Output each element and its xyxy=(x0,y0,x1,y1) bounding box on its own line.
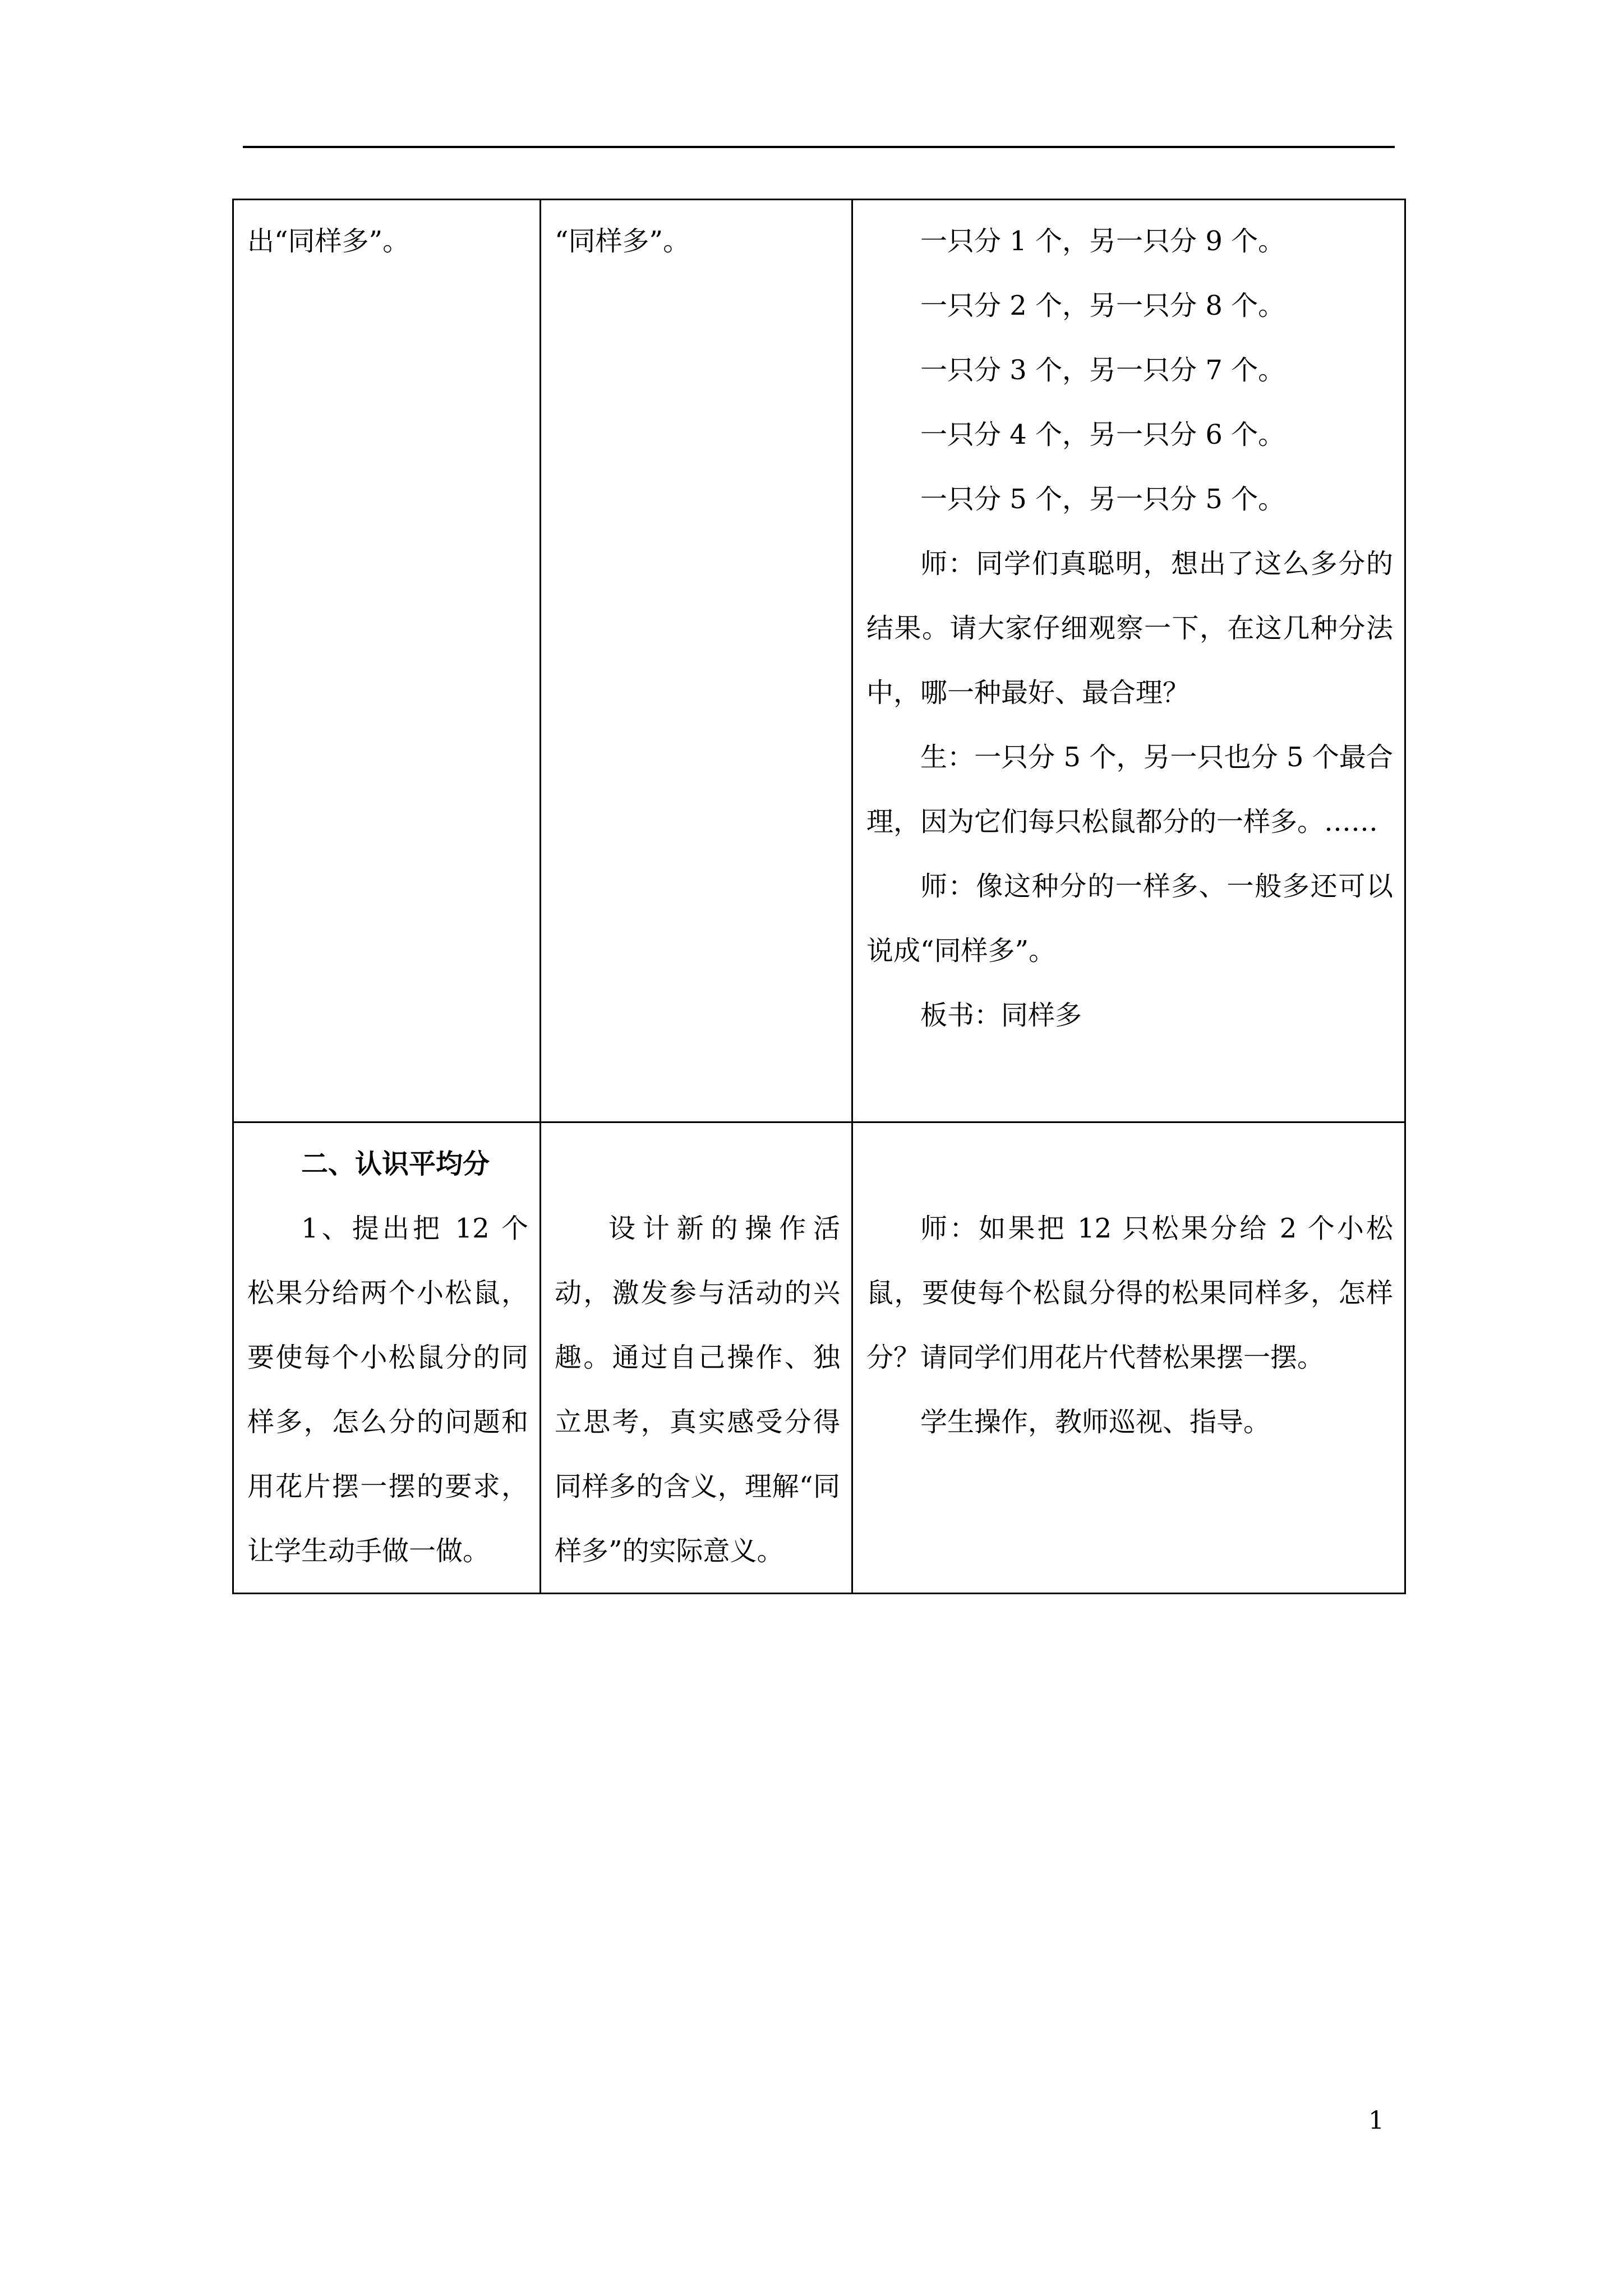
table-row xyxy=(233,200,1405,1122)
page-number: 1 xyxy=(1368,2106,1384,2135)
paragraph: 师：像这种分的一样多、一般多还可以说成“同样多”。 xyxy=(866,871,1393,967)
paragraph: 师：如果把 12 只松果分给 2 个小松鼠，要使每个松鼠分得的松果同样多，怎样分？请同学们用花片代替松果摆一摆。 xyxy=(866,1213,1393,1373)
table-cell xyxy=(541,1122,852,1594)
paragraph: 设计新的操作活动，激发参与活动的兴趣。通过自己操作、独立思考，真实感受分得同样多的含义，理解“同样多”的实际意义。 xyxy=(555,1213,840,1567)
table-cell xyxy=(233,1122,541,1594)
paragraph: 一只分 5 个，另一只分 5 个。 xyxy=(920,484,1285,515)
paragraph: 学生操作，教师巡视、指导。 xyxy=(920,1406,1271,1438)
table-cell xyxy=(852,200,1405,1122)
paragraph: 师：同学们真聪明，想出了这么多分的结果。请大家仔细观察一下，在这几种分法中，哪一种最好、最合理？ xyxy=(866,548,1393,708)
section-heading: 二、认识平均分 xyxy=(301,1148,490,1180)
header-rule xyxy=(243,146,1395,148)
table-row xyxy=(233,1122,1405,1594)
table-cell xyxy=(852,1122,1405,1594)
paragraph: 一只分 1 个，另一只分 9 个。 xyxy=(920,226,1285,257)
paragraph: 一只分 2 个，另一只分 8 个。 xyxy=(920,290,1285,321)
cell-text: 出“同样多”。 xyxy=(247,226,410,257)
paragraph: 1、提出把 12 个松果分给两个小松鼠，要使每个小松鼠分的同样多，怎么分的问题和用花片摆一摆的要求，让学生动手做一做。 xyxy=(247,1213,528,1567)
paragraph: 板书：同样多 xyxy=(920,1000,1082,1031)
paragraph: 生：一只分 5 个，另一只也分 5 个最合理，因为它们每只松鼠都分的一样多。…… xyxy=(866,742,1393,838)
cell-text: “同样多”。 xyxy=(555,226,690,257)
paragraph: 一只分 4 个，另一只分 6 个。 xyxy=(920,419,1285,450)
table-cell xyxy=(541,200,852,1122)
paragraph: 一只分 3 个，另一只分 7 个。 xyxy=(920,355,1285,386)
table-cell xyxy=(233,200,541,1122)
lesson-table xyxy=(232,199,1406,1594)
